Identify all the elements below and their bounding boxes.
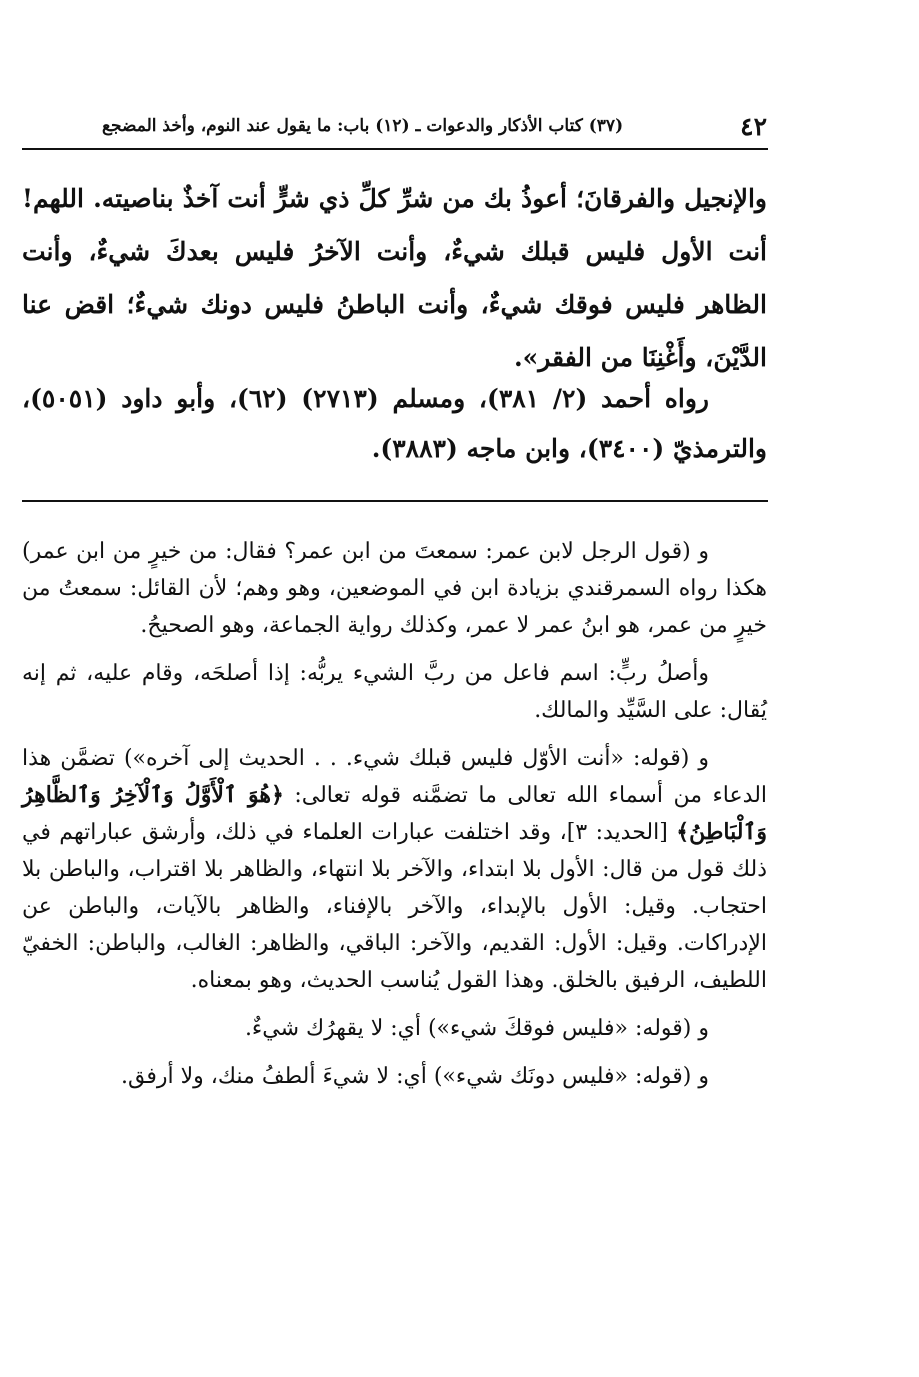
running-title: (٣٧) كتاب الأذكار والدعوات ـ (١٢) باب: ما يقول عند النوم، وأخذ المضجع (102, 116, 624, 136)
source-paragraph: رواه أحمد (٢/ ٣٨١)، ومسلم (٢٧١٣) (٦٢)، وأبو داود (٥٠٥١)، والترمذيّ (٣٤٠٠)، وابن ماجه (٣٨٨٣). (22, 384, 767, 463)
commentary-paragraph-5: و (قوله: «فليس دونَك شيء») أي: لا شيءَ ألطفُ منك، ولا أرفق. (121, 1064, 709, 1089)
header-divider (22, 148, 768, 150)
page-number: ٤٢ (740, 112, 767, 141)
page-header (22, 112, 767, 148)
commentary-paragraph-3-intro: و (قوله: «أنت الأوّل فليس قبلك شيء. . . الحديث إلى آخره») تضمَّن هذا الدعاء من أسماء الله تعالى ما تضمَّنه قوله تعالى: (22, 746, 768, 808)
commentary-paragraph-3 (22, 740, 767, 999)
quran-verse: ﴿هُوَ ٱلْأَوَّلُ وَٱلْآخِرُ وَٱلظَّاهِرُ وَٱلْبَاطِنُ﴾ (22, 782, 767, 845)
commentary-block (22, 533, 767, 1095)
commentary-paragraph-1: و (قول الرجل لابن عمر: سمعتَ من ابن عمر؟ فقال: من خيرٍ من ابن عمر) هكذا رواه السمرقندي بزيادة ابن في الموضعين، وهو وهم؛ لأن القائل: سمعتُ من خيرٍ من عمر، هو ابنُ عمر لا عمر، وكذلك رواية الجماعة، وهو الصحيحُ. (22, 539, 767, 638)
hadith-paragraph: والإنجيل والفرقانَ؛ أعوذُ بك من شرِّ كلِّ ذي شرٍّ أنت آخذٌ بناصيته. اللهم! أنت الأول فليس قبلك شيءٌ، وأنت الآخرُ فليس بعدكَ شيءٌ، وأنت الظاهر فليس فوقك شيءٌ، وأنت الباطنُ فليس دونك شيءٌ؛ اقض عنا الدَّيْنَ، وأَغْنِنَا من الفقر». (22, 184, 767, 372)
section-divider (22, 500, 768, 502)
commentary-paragraph-2: وأصلُ ربٍّ: اسم فاعل من ربَّ الشيء يربُّه: إذا أصلحَه، وقام عليه، ثم إنه يُقال: على السَّيِّد والمالك. (22, 661, 767, 723)
commentary-paragraph-3-body: [الحديد: ٣]، وقد اختلفت عبارات العلماء في ذلك، وأرشق عباراتهم في ذلك قول من قال: الأول بلا ابتداء، والآخر بلا انتهاء، والظاهر بلا اقتراب، والباطن بلا احتجاب. وقيل: الأول بالإبداء، والآخر بالإفناء، والظاهر بالآيات، والباطن عن الإدراكات. وقيل: الأول: القديم، والآخر: الباقي، والظاهر: الغالب، والباطن: الخفيّ اللطيف، الرفيق بالخلق. وهذا القول يُناسب الحديث، وهو بمعناه. (22, 820, 767, 993)
hadith-text-block (22, 172, 767, 384)
hadith-source-block (22, 374, 767, 474)
commentary-paragraph-4: و (قوله: «فليس فوقكَ شيء») أي: لا يقهرُك شيءٌ. (244, 1016, 709, 1041)
